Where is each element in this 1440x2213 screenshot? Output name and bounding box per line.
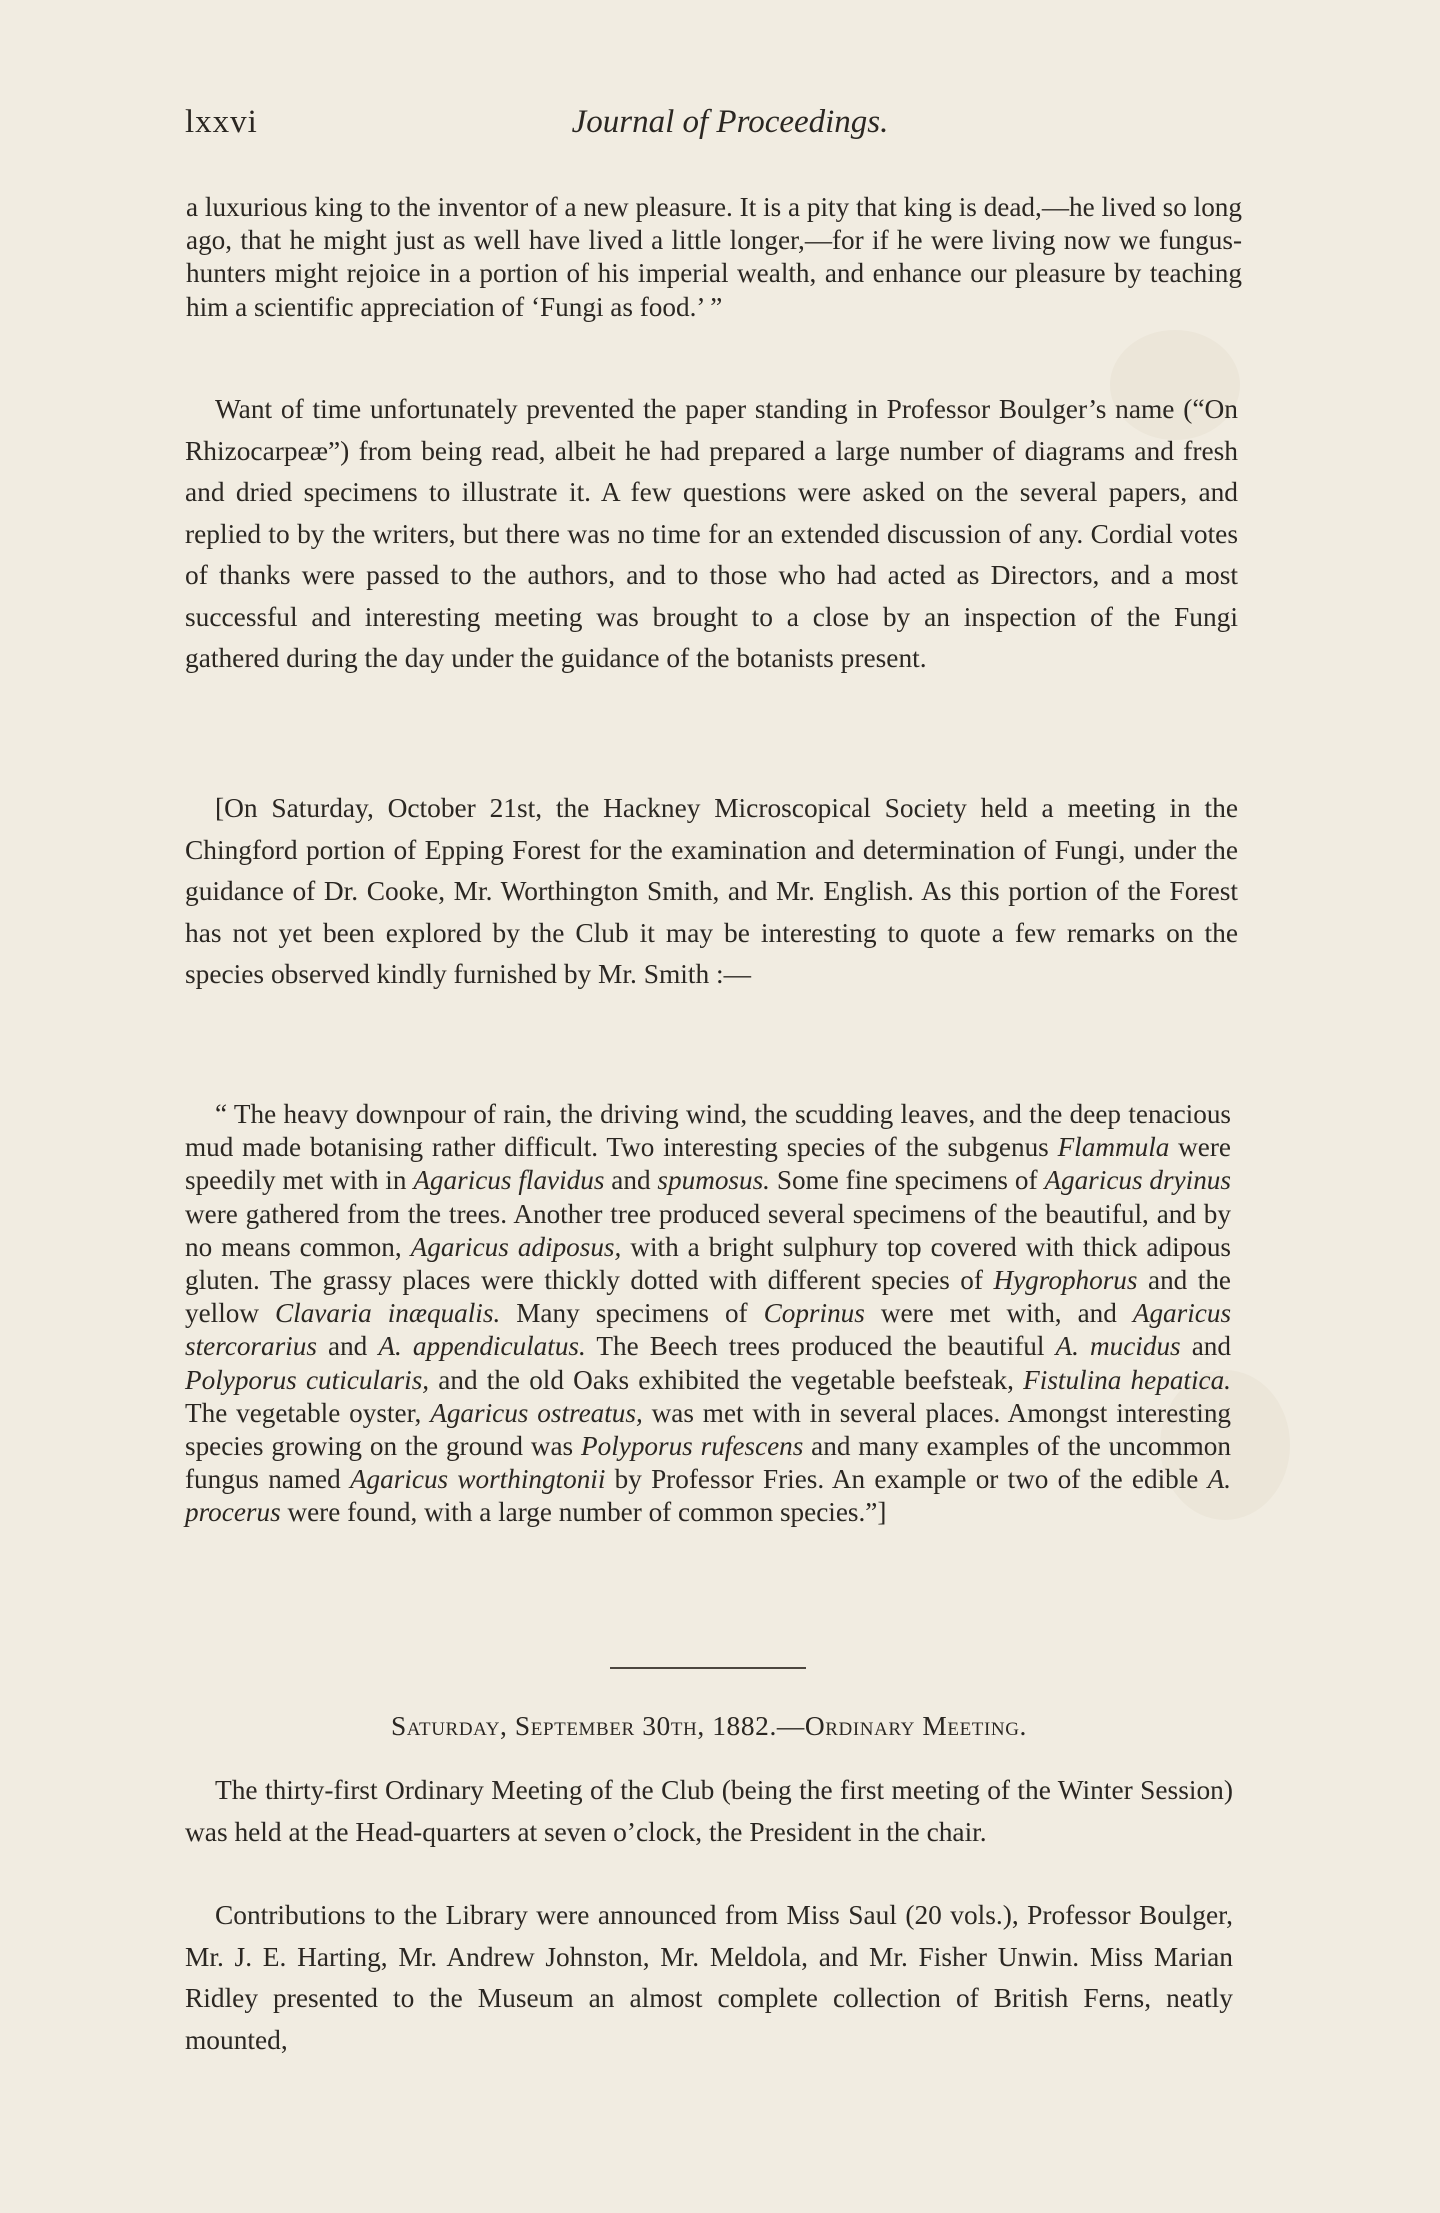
species-name: spumosus. xyxy=(657,1165,770,1196)
species-name: Agaricus dryinus xyxy=(1044,1165,1231,1196)
running-title: Journal of Proceedings. xyxy=(571,104,889,140)
species-name: Flammula xyxy=(1057,1132,1170,1163)
quotation-fragment: were gathered from the trees. Another tree produced several specimens of the beautiful, and by no means common, xyxy=(185,1198,1231,1262)
page-header xyxy=(185,104,1230,154)
quotation-fragment: “ The heavy downpour of rain, the driving wind, the scudding leaves, and the deep tenacious mud made botanising rather difficult. Two interesting species of the subgenus xyxy=(185,1099,1231,1163)
species-name: Agaricus flavidus xyxy=(413,1165,605,1196)
species-name: A. mucidus xyxy=(1055,1331,1181,1362)
species-name: Agaricus ostreatus, xyxy=(430,1397,643,1428)
species-name: Fistulina hepatica. xyxy=(1023,1364,1231,1395)
quotation-fragment: and xyxy=(1180,1331,1231,1362)
species-name: Hygrophorus xyxy=(993,1265,1138,1296)
quotation-fragment: and xyxy=(316,1331,379,1362)
paragraph-library-contributions-text: Contributions to the Library were announced from Miss Saul (20 vols.), Professor Boulger, Mr. J. E. Harting, Mr. Andrew Johnston, Mr. Meldola, and Mr. Fisher Unwin. Miss Marian Ridley presented to the Museum an almost complete collection of British Ferns, neatly mounted, xyxy=(185,1900,1233,2055)
quotation-fragment: with a bright sulphury top covered with thick adipous gluten. The grassy places were thickly dotted with different species of xyxy=(185,1231,1231,1296)
quote-continuation xyxy=(186,191,1242,324)
quotation-fragment: and many examples of the uncommon fungus named xyxy=(185,1431,1231,1495)
species-name: Polyporus cuticularis, xyxy=(185,1364,430,1395)
species-name: Agaricus stercorarius xyxy=(185,1298,1232,1362)
paragraph-rhizocarpeae-text: Want of time unfortunately prevented the paper standing in Professor Boulger’s name (“On Rhizocarpeæ”) from being read, albeit he had prepared a large number of diagrams and fresh and dried specimens to illustrate it. A few questions were asked on the several papers, and replied to by the writers, but there was no time for an extended discussion of any. Cordial votes of thanks were passed to the authors, and to those who had acted as Directors, and a most successful and interesting meeting was brought to a close by an inspection of the Fungi gathered during the day under the guidance of the botanists present. xyxy=(185,394,1238,673)
quotation-fragment: and the yellow xyxy=(185,1265,1231,1329)
page-number: lxxvi xyxy=(185,104,258,140)
quotation-fragment: Some fine specimens of xyxy=(769,1165,1045,1196)
species-name: Coprinus xyxy=(763,1298,865,1329)
paragraph-rhizocarpeae xyxy=(185,389,1238,680)
paragraph-ordinary-meeting xyxy=(185,1770,1233,1853)
quote-continuation-text: a luxurious king to the inventor of a new pleasure. It is a pity that king is dead,—he lived so long ago, that he might just as well have lived a little longer,—for if he were living now we fungus-hunters might rejoice in a portion of his imperial wealth, and enhance our pleasure by teaching him a scientific appreciation of ‘Fungi as food.’ ” xyxy=(186,192,1242,322)
quotation-fragment: were found, with a large number of common species.”] xyxy=(280,1497,887,1528)
species-name: Polyporus rufescens xyxy=(581,1431,804,1462)
quotation-fragment: and the old Oaks exhibited the vegetable beefsteak, xyxy=(429,1364,1024,1395)
paragraph-hackney-meeting xyxy=(185,788,1238,996)
species-name: A. procerus xyxy=(185,1464,1231,1528)
species-name: Clavaria inæqualis. xyxy=(275,1298,501,1329)
species-name: Agaricus adiposus, xyxy=(410,1231,622,1262)
quotation-fragment: was met with in several places. Amongst interesting species growing on the ground was xyxy=(185,1397,1232,1462)
quotation-fragment: were speedily met with in xyxy=(185,1132,1231,1196)
species-name: A. appendiculatus. xyxy=(378,1331,586,1362)
paragraph-library-contributions xyxy=(185,1895,1233,2061)
paragraph-ordinary-meeting-text: The thirty-first Ordinary Meeting of the Club (being the first meeting of the Winter Session) was held at the Head-quarters at seven o’clock, the President in the chair. xyxy=(185,1775,1233,1847)
section-divider xyxy=(610,1667,806,1669)
quotation-fragment: Many specimens of xyxy=(500,1298,764,1329)
quotation-fragment: by Professor Fries. An example or two of the edible xyxy=(605,1464,1208,1495)
smith-quotation-text xyxy=(185,1098,1231,1530)
quotation-fragment: were met with, and xyxy=(864,1298,1133,1329)
quotation-fragment: The vegetable oyster, xyxy=(185,1397,431,1428)
quotation-fragment: The Beech trees produced the beautiful xyxy=(585,1331,1056,1362)
paragraph-hackney-meeting-text: [On Saturday, October 21st, the Hackney Microscopical Society held a meeting in the Chingford portion of Epping Forest for the examination and determination of Fungi, under the guidance of Dr. Cooke, Mr. Worthington Smith, and Mr. English. As this portion of the Forest has not yet been explored by the Club it may be interesting to quote a few remarks on the species observed kindly furnished by Mr. Smith :— xyxy=(185,793,1238,989)
smith-quotation xyxy=(185,1098,1231,1530)
quotation-fragment: and xyxy=(604,1165,658,1196)
meeting-heading: Saturday, September 30th, 1882.—Ordinary Meeting. xyxy=(390,1711,1028,1741)
species-name: Agaricus worthingtonii xyxy=(349,1464,606,1495)
